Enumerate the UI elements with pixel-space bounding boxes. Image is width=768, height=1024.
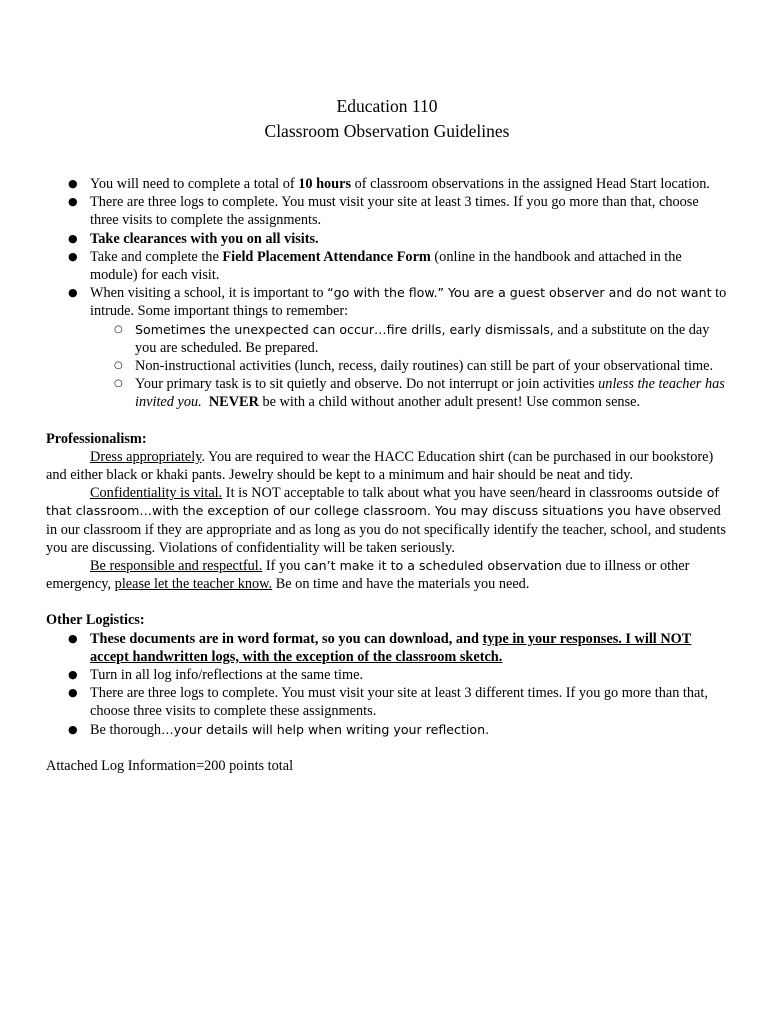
list-item: ● Take and complete the Field Placement Attendance Form (online in the handbook and attached in the module) for each visit. [46,248,728,284]
list-item: ● Take clearances with you on all visits. [46,230,728,248]
sub-list-item: ○ Your primary task is to sit quietly and observe. Do not interrupt or join activities unless the teacher has invited you. NEVER be with a child without another adult present! Use common sense. [46,375,728,411]
list-item: ● These documents are in word format, so you can download, and type in your responses. I will NOT accept handwritten logs, with the exception of the classroom sketch. [46,630,728,666]
logistics-list [46,630,728,739]
intro-list [46,175,728,412]
sub-list-item: ○ Non-instructional activities (lunch, recess, daily routines) can still be part of your observational time. [46,357,728,375]
list-item: ● Turn in all log info/reflections at the same time. [46,666,728,684]
section-heading: Professionalism: [46,430,147,447]
paragraph: Dress appropriately. You are required to wear the HACC Education shirt (can be purchased in our bookstore) and either black or khaki pants. Jewelry should be kept to a minimum and hair should be neat and tidy. [46,448,714,484]
document-title [46,94,728,144]
paragraph: Confidentiality is vital. It is NOT acceptable to talk about what you have seen/heard in classrooms outside of that classroom…with the exception of our college classroom. You may discuss situations you have observed in our classroom if they are appropriate and as long as you do not specifically identify the teacher, school, and students you are discussing. Violations of confidentiality will be taken seriously. [46,485,726,556]
list-item: ● You will need to complete a total of 10 hours of classroom observations in the assigned Head Start location. [46,175,728,193]
professionalism-section [46,430,728,594]
list-item: ● There are three logs to complete. You must visit your site at least 3 different times. If you go more than that, choose three visits to complete these assignments. [46,684,728,720]
sub-list [46,321,728,412]
course-title: Education 110 [336,96,438,116]
logistics-section [46,611,728,738]
list-item: ● There are three logs to complete. You must visit your site at least 3 times. If you go more than that, choose three visits to complete the assignments. [46,193,728,229]
list-item: ● Be thorough…your details will help when writing your reflection. [46,721,728,739]
document-page [46,94,728,775]
list-item: ● When visiting a school, it is important to “go with the flow.” You are a guest observer and do not want to intrude. Some important things to remember: ○ Sometimes the unexpected can occur…fire drills, early dismissals, and a substitute on the day you are scheduled. Be prepared. ○ Non-instructional activities (lunch, recess, daily routines) can still be part of your observational time. ○ Your primary task is to sit quietly and observe. Do not interrupt or join activities unless the teacher has invited you. NEVER be with a child without another adult present! Use common sense. [46,284,728,411]
paragraph: Be responsible and respectful. If you can’t make it to a scheduled observation due to illness or other emergency, please let the teacher know. Be on time and have the materials you need. [46,558,690,593]
footer-note: Attached Log Information=200 points total [46,757,294,774]
section-heading: Other Logistics: [46,612,145,629]
sub-list-item: ○ Sometimes the unexpected can occur…fire drills, early dismissals, and a substitute on the day you are scheduled. Be prepared. [46,321,728,357]
guidelines-title: Classroom Observation Guidelines [264,121,510,141]
